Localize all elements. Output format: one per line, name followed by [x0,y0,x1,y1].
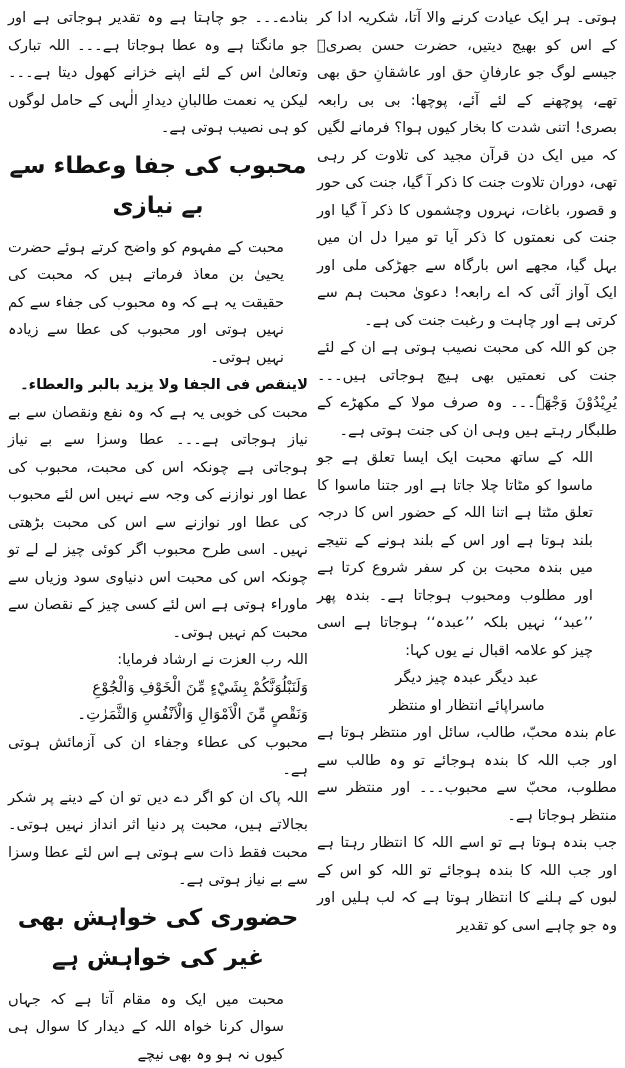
section-heading: حضوری کی خواہش بھی غیر کی خواہش ہے [8,898,308,978]
paragraph: محبوب کی عطاء وجفاء ان کی آزمائش ہوتی ہے۔ [8,729,308,784]
left-column [8,4,308,1068]
paragraph: اللہ کے ساتھ محبت ایک ایسا تعلق ہے جو ماسوا کو مٹاتا چلا جاتا ہے اور جتنا ماسوا کا تعلق مٹتا ہے اتنا اللہ کے حضور اس کا درجہ بلند ہوتا ہے اور اس کے بلند ہونے کے نتیجے میں بندہ محبت بن کر سفر شروع کرتا ہے اور مطلوب ومحبوب ہوجاتا ہے۔ بندہ پھر ’’عبد‘‘ نہیں بلکہ ’’عبدہ‘‘ ہوجاتا ہے اسی چیز کو علامہ اقبال نے یوں کہا: [317,444,617,664]
paragraph: محبت میں ایک وہ مقام آتا ہے کہ جہاں سوال کرنا خواہ اللہ کے دیدار کا سوال ہی کیوں نہ ہو وہ بھی نیچے [8,986,308,1068]
poetry-verse: عبد دیگر عبدہ چیز دیگر [317,664,617,692]
paragraph: اللہ رب العزت نے ارشاد فرمایا: [8,646,308,674]
quran-verse: وَلَنَبْلُوَنَّكُمْ بِشَيْءٍ مِّنَ الْخَوْفِ وَالْجُوْعِ [8,674,308,702]
paragraph: محبت کے مفہوم کو واضح کرتے ہوئے حضرت یحییٰ بن معاذ فرماتے ہیں کہ محبت کی حقیقت یہ ہے کہ وہ محبوب کی جفاء سے کم نہیں ہوتی اور محبوب کی عطا سے زیادہ نہیں ہوتی۔ [8,234,308,372]
paragraph: عام بندہ محبّ، طالب، سائل اور منتظر ہوتا ہے اور جب اللہ کا بندہ ہوجائے تو وہ طالب سے مطلوب، محبّ سے محبوب۔۔۔ اور منتظر سے منتظر ہوجاتا ہے۔ [317,719,617,829]
paragraph: بنادے۔۔۔ جو چاہتا ہے وہ تقدیر ہوجاتی ہے اور جو مانگتا ہے وہ عطا ہوجاتا ہے۔۔۔ اللہ تبارک وتعالیٰ اس کے لئے اپنے خزانے کھول دیتا ہے۔۔۔ لیکن یہ نعمت طالبانِ دیدارِ الٰہی کے حامل لوگوں کو ہی نصیب ہوتی ہے۔ [8,4,308,142]
paragraph: اللہ پاک ان کو اگر دے دیں تو ان کے دینے پر شکر بجالاتے ہیں، محبت پر دنیا اثر انداز نہیں ہوتی۔ محبت فقط ذات سے ہوتی ہے اس لئے عطا وسزا سے بے نیاز ہوتی ہے۔ [8,784,308,894]
paragraph: جن کو اللہ کی محبت نصیب ہوتی ہے ان کے لئے جنت کی نعمتیں بھی ہیچ ہوجاتی ہیں۔۔۔ یُرِیْدُوْنَ وَجْھَہٗ۔۔۔ وہ صرف مولا کے مکھڑے کے طلبگار رہتے ہیں وہی ان کی جنت ہوتی ہے۔ [317,334,617,444]
quran-verse: وَنَقْصٍ مِّنَ الْاَمْوَالِ وَالْاَنْفُسِ وَالثَّمَرٰتِ۔ [8,701,308,729]
poetry-verse: ماسراپائے انتظار او منتظر [317,692,617,720]
right-column [317,4,617,939]
section-heading: محبوب کی جفا وعطاء سے بے نیازی [8,146,308,226]
paragraph: محبت کی خوبی یہ ہے کہ وہ نفع ونقصان سے بے نیاز ہوجاتی ہے۔۔۔ عطا وسزا سے بے نیاز ہوجاتی ہے چونکہ اس کی محبت، محبوب کی عطا اور نوازنے کی وجہ سے نہیں اس لئے محبوب کی عطا اور نوازنے سے اس کی محبت بڑھتی نہیں۔ اسی طرح محبوب اگر کوئی چیز لے لے تو چونکہ اس کی محبت اس دنیاوی سود وزیاں سے ماوراء ہوتی ہے اس لئے کسی چیز کے نقصان سے محبت کم نہیں ہوتی۔ [8,399,308,647]
paragraph: ہوتی۔ ہر ایک عیادت کرنے والا آتا، شکریہ ادا کر کے اس کو بھیج دیتیں، حضرت حسن بصریؒ جیسے لوگ جو عارفانِ حق اور عاشقانِ حق بھی تھے، پوچھنے کے لئے آئے، پوچھا: بی بی رابعہ بصری! اتنی شدت کا بخار کیوں ہوا؟ فرمانے لگیں کہ میں ایک دن قرآن مجید کی تلاوت کر رہی تھی، دوران تلاوت جنت کا ذکر آ گیا، جنت کی حور و قصور، باغات، نہروں وچشموں کا ذکر آ گیا اور جنت کی نعمتوں کا ذکر آیا تو میرا دل ان میں بہل گیا، مجھے اس بارگاہ سے جھڑکی ملی اور ایک آواز آئی کہ اے رابعہ! دعویٰ محبت ہم سے کرتی ہے اور چاہت و رغبت جنت کی ہے۔ [317,4,617,334]
arabic-quote: لاینقص فی الجفا ولا یزید بالبر والعطاء۔ [8,371,308,399]
paragraph: جب بندہ ہوتا ہے تو اسے اللہ کا انتظار رہتا ہے اور جب اللہ کا بندہ ہوجائے تو اللہ کو اس کے لبوں کے ہلنے کا انتظار ہوتا ہے کہ لب ہلیں اور وہ جو چاہے اسی کو تقدیر [317,829,617,939]
